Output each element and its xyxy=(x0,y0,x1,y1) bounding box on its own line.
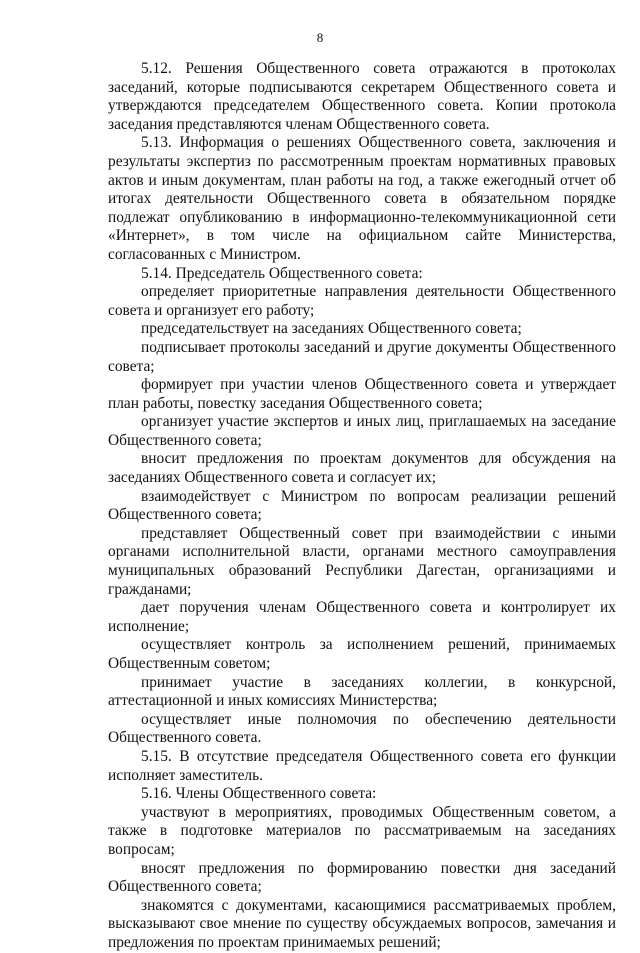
list-item: осуществляет иные полномочия по обеспечению деятельности Общественного совета. xyxy=(108,710,616,747)
list-item: принимает участие в заседаниях коллегии, в конкурсной, аттестационной и иных комиссиях Министерства; xyxy=(108,673,616,710)
list-item: подписывает протоколы заседаний и другие документы Общественного совета; xyxy=(108,338,616,375)
list-item: вносит предложения по проектам документов для обсуждения на заседаниях Общественного совета и согласует их; xyxy=(108,450,616,487)
paragraph-5-13: 5.13. Информация о решениях Общественного совета, заключения и результаты экспертиз по рассмотренным проектам нормативных правовых актов и иным документам, план работы на год, а также ежегодный отчет об итогах деятельности Общественного совета в обязательном порядке подлежат опубликованию в информационно-телекоммуникационной сети «Интернет», в том числе на официальном сайте Министерства, согласованных с Министром. xyxy=(108,134,616,263)
list-item: дает поручения членам Общественного совета и контролирует их исполнение; xyxy=(108,599,616,635)
list-item: вносят предложения по формированию повестки дня заседаний Общественного совета; xyxy=(108,859,616,896)
list-item: председательствует на заседаниях Общественного совета; xyxy=(141,320,522,338)
page-number: 8 xyxy=(316,30,324,45)
list-item: определяет приоритетные направления деятельности Общественного совета и организует его работу; xyxy=(108,283,616,319)
list-item: взаимодействует с Министром по вопросам реализации решений Общественного совета; xyxy=(108,487,616,524)
paragraph-5-16: 5.16. Члены Общественного совета: xyxy=(141,785,377,803)
document-body xyxy=(108,60,616,953)
list-item: знакомятся с документами, касающимися рассматриваемых проблем, высказывают свое мнение по существу обсуждаемых вопросов, замечания и предложения по проектам принимаемых решений; xyxy=(108,896,616,951)
list-item: формирует при участии членов Общественного совета и утверждает план работы, повестку заседания Общественного совета; xyxy=(108,376,616,412)
list-item: представляет Общественный совет при взаимодействии с иными органами исполнительной власти, органами местного самоуправления муниципальных образований Республики Дагестан, организациями и гражданами; xyxy=(108,524,616,598)
paragraph-5-12: 5.12. Решения Общественного совета отражаются в протоколах заседаний, которые подписываются секретарем Общественного совета и утверждаются председателем Общественного совета. Копии протокола заседания представляются членам Общественного совета. xyxy=(108,60,616,133)
paragraph-5-15: 5.15. В отсутствие председателя Общественного совета его функции исполняет заместитель. xyxy=(108,747,616,784)
list-item: организует участие экспертов и иных лиц, приглашаемых на заседание Общественного совета; xyxy=(108,413,616,449)
list-item: осуществляет контроль за исполнением решений, принимаемых Общественным советом; xyxy=(108,636,616,672)
paragraph-5-14: 5.14. Председатель Общественного совета: xyxy=(141,264,423,282)
list-item: участвуют в мероприятиях, проводимых Общественным советом, а также в подготовке материалов по рассматриваемым на заседаниях вопросам; xyxy=(108,803,616,858)
